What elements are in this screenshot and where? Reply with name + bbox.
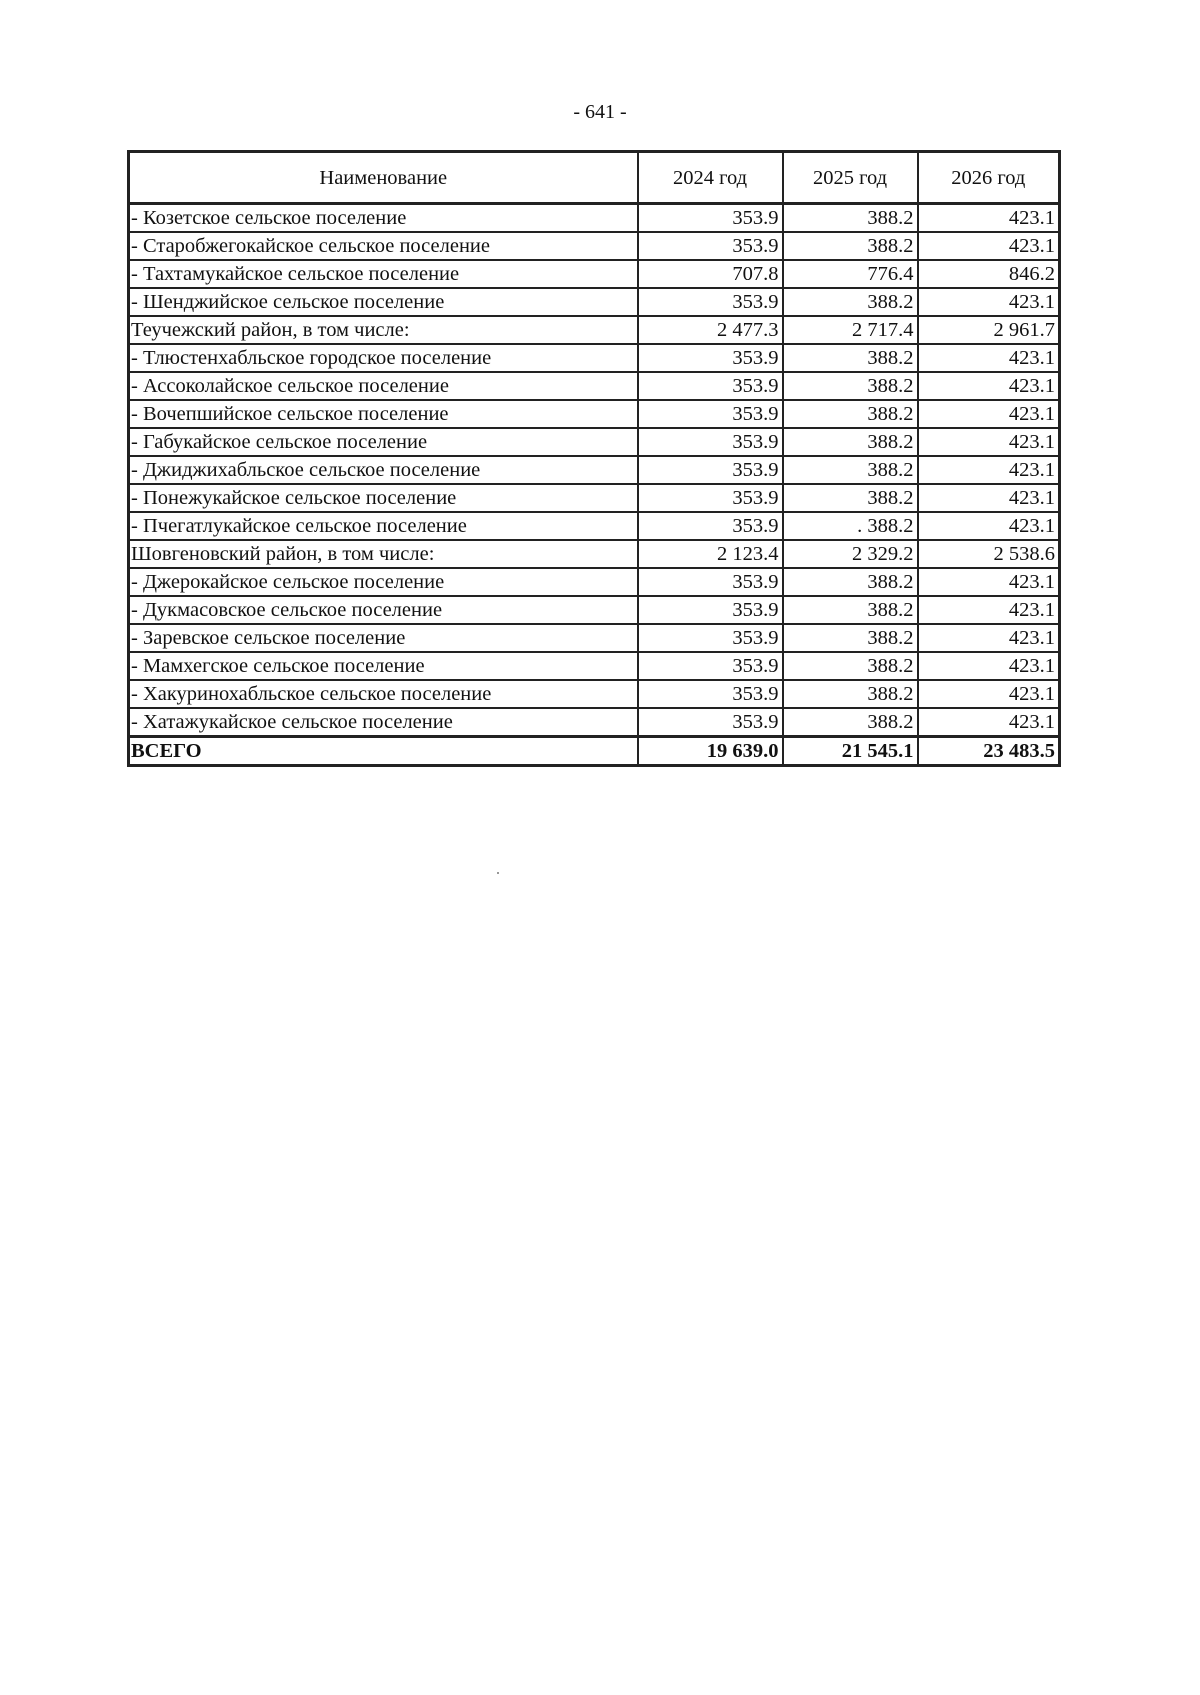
header-2025: 2025 год [783,152,918,204]
budget-table-container [127,150,1058,767]
table-row [129,512,1060,540]
row-name-cell: - Вочепшийское сельское поселение [129,400,638,428]
row-name-cell: - Джерокайское сельское поселение [129,568,638,596]
row-name-cell: - Хатажукайское сельское поселение [129,708,638,737]
row-2025-cell: 388.2 [783,204,918,233]
row-name-cell: - Дукмасовское сельское поселение [129,596,638,624]
row-2025-cell: 388.2 [783,708,918,737]
row-2026-cell: 846.2 [918,260,1060,288]
row-2026-cell: 423.1 [918,680,1060,708]
row-2026-cell: 423.1 [918,400,1060,428]
total-row-2025-cell: 21 545.1 [783,737,918,766]
row-2025-cell: 388.2 [783,680,918,708]
row-name-cell: - Джиджихабльское сельское поселение [129,456,638,484]
row-2026-cell: 423.1 [918,204,1060,233]
budget-table [127,150,1061,767]
table-header-row [129,152,1060,204]
row-2026-cell: 423.1 [918,232,1060,260]
row-2025-cell: 388.2 [783,484,918,512]
row-2024-cell: 353.9 [638,652,783,680]
row-2024-cell: 353.9 [638,204,783,233]
row-2026-cell: 2 538.6 [918,540,1060,568]
row-2026-cell: 423.1 [918,512,1060,540]
row-2024-cell: 353.9 [638,624,783,652]
row-2026-cell: 2 961.7 [918,316,1060,344]
header-name: Наименование [129,152,638,204]
row-2026-cell: 423.1 [918,484,1060,512]
row-name-cell: - Хакуринохабльское сельское поселение [129,680,638,708]
row-2024-cell: 2 123.4 [638,540,783,568]
table-row [129,428,1060,456]
row-2025-cell: 2 717.4 [783,316,918,344]
row-2024-cell: 353.9 [638,456,783,484]
table-row [129,400,1060,428]
table-total-row [129,737,1060,766]
row-2025-cell: 388.2 [783,596,918,624]
table-row [129,288,1060,316]
table-row [129,484,1060,512]
row-2024-cell: 353.9 [638,428,783,456]
row-2024-cell: 353.9 [638,288,783,316]
table-row [129,652,1060,680]
row-2026-cell: 423.1 [918,372,1060,400]
row-2025-cell: 388.2 [783,428,918,456]
table-row [129,456,1060,484]
row-name-cell: - Мамхегское сельское поселение [129,652,638,680]
scan-speck [497,872,499,874]
row-2026-cell: 423.1 [918,596,1060,624]
row-name-cell: Шовгеновский район, в том числе: [129,540,638,568]
row-name-cell: - Старобжегокайское сельское поселение [129,232,638,260]
row-2025-cell: 388.2 [783,624,918,652]
table-row [129,540,1060,568]
row-name-cell: - Габукайское сельское поселение [129,428,638,456]
row-2025-cell: 388.2 [783,568,918,596]
header-2024: 2024 год [638,152,783,204]
row-name-cell: - Шенджийское сельское поселение [129,288,638,316]
row-2026-cell: 423.1 [918,288,1060,316]
table-row [129,316,1060,344]
page-number: - 641 - [573,101,627,123]
row-2026-cell: 423.1 [918,708,1060,737]
row-2025-cell: 388.2 [783,456,918,484]
row-name-cell: - Козетское сельское поселение [129,204,638,233]
row-2025-cell: 388.2 [783,232,918,260]
row-name-cell: - Тлюстенхабльское городское поселение [129,344,638,372]
row-2024-cell: 353.9 [638,484,783,512]
header-2026: 2026 год [918,152,1060,204]
row-2024-cell: 353.9 [638,232,783,260]
row-2025-cell: 2 329.2 [783,540,918,568]
table-row [129,568,1060,596]
row-name-cell: - Ассоколайское сельское поселение [129,372,638,400]
table-row [129,232,1060,260]
table-row [129,596,1060,624]
table-row [129,344,1060,372]
table-row [129,204,1060,233]
table-body [129,204,1060,766]
row-2025-cell: 388.2 [783,372,918,400]
row-name-cell: - Понежукайское сельское поселение [129,484,638,512]
row-2024-cell: 2 477.3 [638,316,783,344]
table-row [129,680,1060,708]
row-2024-cell: 353.9 [638,680,783,708]
row-2026-cell: 423.1 [918,568,1060,596]
row-2024-cell: 353.9 [638,400,783,428]
row-2025-cell: 388.2 [783,652,918,680]
row-name-cell: - Тахтамукайское сельское поселение [129,260,638,288]
row-2026-cell: 423.1 [918,624,1060,652]
table-row [129,260,1060,288]
row-2026-cell: 423.1 [918,652,1060,680]
row-2026-cell: 423.1 [918,456,1060,484]
total-row-name-cell: ВСЕГО [129,737,638,766]
row-2025-cell: 776.4 [783,260,918,288]
row-2024-cell: 353.9 [638,708,783,737]
row-2025-cell: . 388.2 [783,512,918,540]
row-2024-cell: 353.9 [638,372,783,400]
row-2024-cell: 353.9 [638,596,783,624]
row-2026-cell: 423.1 [918,344,1060,372]
row-2026-cell: 423.1 [918,428,1060,456]
row-2024-cell: 353.9 [638,512,783,540]
table-row [129,624,1060,652]
row-2024-cell: 353.9 [638,568,783,596]
table-row [129,708,1060,737]
row-name-cell: Теучежский район, в том числе: [129,316,638,344]
row-2025-cell: 388.2 [783,288,918,316]
row-2025-cell: 388.2 [783,400,918,428]
total-row-2024-cell: 19 639.0 [638,737,783,766]
row-name-cell: - Заревское сельское поселение [129,624,638,652]
row-2024-cell: 707.8 [638,260,783,288]
row-name-cell: - Пчегатлукайское сельское поселение [129,512,638,540]
total-row-2026-cell: 23 483.5 [918,737,1060,766]
row-2025-cell: 388.2 [783,344,918,372]
row-2024-cell: 353.9 [638,344,783,372]
table-row [129,372,1060,400]
